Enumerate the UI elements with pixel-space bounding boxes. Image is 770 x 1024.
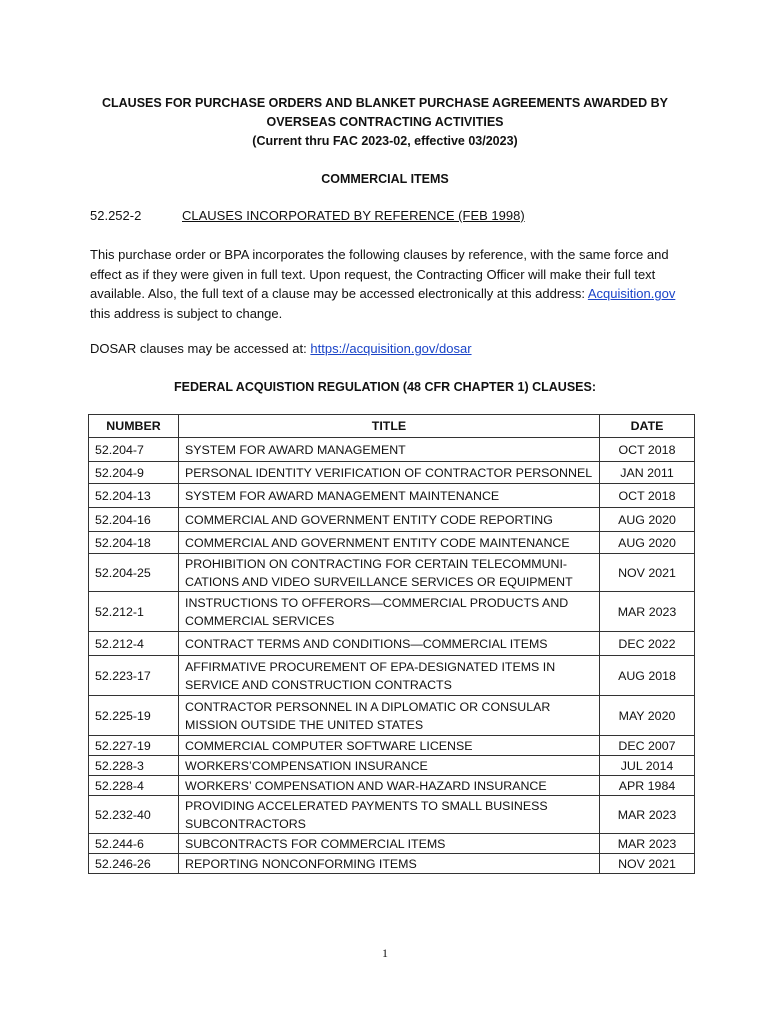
cell-date: MAR 2023 [600,592,695,632]
cell-title: REPORTING NONCONFORMING ITEMS [179,854,600,874]
cell-number: 52.212-1 [89,592,179,632]
cell-date: NOV 2021 [600,554,695,592]
cell-title: INSTRUCTIONS TO OFFERORS—COMMERCIAL PRODUCTS AND COMMERCIAL SERVICES [179,592,600,632]
cell-date: MAY 2020 [600,696,695,736]
title-line-1: CLAUSES FOR PURCHASE ORDERS AND BLANKET PURCHASE AGREEMENTS AWARDED BY [101,96,668,110]
cell-title: CONTRACTOR PERSONNEL IN A DIPLOMATIC OR CONSULAR MISSION OUTSIDE THE UNITED STATES [179,696,600,736]
clause-number: 52.252-2 [90,208,142,223]
cell-number: 52.228-4 [89,776,179,796]
header-title: TITLE [179,415,600,438]
cell-number: 52.212-4 [89,632,179,656]
cell-date: DEC 2007 [600,736,695,756]
cell-date: MAR 2023 [600,834,695,854]
cell-number: 52.204-9 [89,462,179,484]
table-row [89,834,695,854]
table-row [89,592,695,632]
table-row [89,532,695,554]
clauses-table [88,414,695,874]
cell-title: SYSTEM FOR AWARD MANAGEMENT MAINTENANCE [179,484,600,508]
table-row [89,796,695,834]
table-row [89,736,695,756]
clause-title: CLAUSES INCORPORATED BY REFERENCE (FEB 1998) [182,208,525,223]
cell-number: 52.223-17 [89,656,179,696]
table-row [89,462,695,484]
table-body [89,438,695,874]
cell-number: 52.204-7 [89,438,179,462]
cell-title: AFFIRMATIVE PROCUREMENT OF EPA-DESIGNATED ITEMS IN SERVICE AND CONSTRUCTION CONTRACTS [179,656,600,696]
dosar-text: DOSAR clauses may be accessed at: [90,341,307,356]
cell-title: COMMERCIAL AND GOVERNMENT ENTITY CODE MAINTENANCE [179,532,600,554]
cell-date: OCT 2018 [600,438,695,462]
table-row [89,632,695,656]
cell-number: 52.244-6 [89,834,179,854]
cell-date: OCT 2018 [600,484,695,508]
cell-title: PERSONAL IDENTITY VERIFICATION OF CONTRACTOR PERSONNEL [179,462,600,484]
table-row [89,696,695,736]
table-row [89,438,695,462]
section-heading: COMMERCIAL ITEMS [321,172,449,186]
cell-number: 52.227-19 [89,736,179,756]
acquisition-gov-link[interactable]: Acquisition.gov [587,286,676,301]
intro-text: This purchase order or BPA incorporates the following clauses by reference, with the same force and effect as if they were given in full text. Upon request, the Contracting Officer will make their full text available. Also, the full text of a clause may be accessed electronically at this address: [90,247,669,301]
dosar-link[interactable]: https://acquisition.gov/dosar [310,341,472,356]
cell-number: 52.232-40 [89,796,179,834]
cell-date: AUG 2018 [600,656,695,696]
cell-number: 52.204-13 [89,484,179,508]
cell-number: 52.228-3 [89,756,179,776]
cell-title: COMMERCIAL AND GOVERNMENT ENTITY CODE REPORTING [179,508,600,532]
table-header-row [89,415,695,438]
table-row [89,508,695,532]
cell-date: MAR 2023 [600,796,695,834]
cell-number: 52.246-26 [89,854,179,874]
dosar-paragraph [90,339,690,359]
title-line-2: OVERSEAS CONTRACTING ACTIVITIES [266,115,504,129]
cell-number: 52.204-25 [89,554,179,592]
cell-date: AUG 2020 [600,532,695,554]
cell-date: AUG 2020 [600,508,695,532]
cell-title: WORKERS’COMPENSATION INSURANCE [179,756,600,776]
table-row [89,756,695,776]
table-row [89,484,695,508]
cell-date: JUL 2014 [600,756,695,776]
cell-date: APR 1984 [600,776,695,796]
cell-number: 52.204-18 [89,532,179,554]
table-row [89,776,695,796]
page-number: 1 [382,946,388,960]
cell-date: NOV 2021 [600,854,695,874]
cell-title: CONTRACT TERMS AND CONDITIONS—COMMERCIAL ITEMS [179,632,600,656]
table-heading: FEDERAL ACQUISTION REGULATION (48 CFR CHAPTER 1) CLAUSES: [173,380,596,394]
cell-title: PROVIDING ACCELERATED PAYMENTS TO SMALL BUSINESS SUBCONTRACTORS [179,796,600,834]
table-row [89,656,695,696]
cell-title: PROHIBITION ON CONTRACTING FOR CERTAIN TELECOMMUNI-CATIONS AND VIDEO SURVEILLANCE SERVICES OR EQUIPMENT [179,554,600,592]
cell-title: SYSTEM FOR AWARD MANAGEMENT [179,438,600,462]
header-number: NUMBER [89,415,179,438]
intro-tail: this address is subject to change. [90,305,283,321]
clause-reference [90,208,525,223]
cell-date: DEC 2022 [600,632,695,656]
cell-date: JAN 2011 [600,462,695,484]
cell-title: COMMERCIAL COMPUTER SOFTWARE LICENSE [179,736,600,756]
title-line-3: (Current thru FAC 2023-02, effective 03/2023) [252,134,518,148]
table-row [89,854,695,874]
cell-title: WORKERS’ COMPENSATION AND WAR-HAZARD INSURANCE [179,776,600,796]
cell-number: 52.204-16 [89,508,179,532]
cell-title: SUBCONTRACTS FOR COMMERCIAL ITEMS [179,834,600,854]
intro-paragraph [90,245,690,323]
document-title [0,94,770,151]
header-date: DATE [600,415,695,438]
cell-number: 52.225-19 [89,696,179,736]
table-row [89,554,695,592]
